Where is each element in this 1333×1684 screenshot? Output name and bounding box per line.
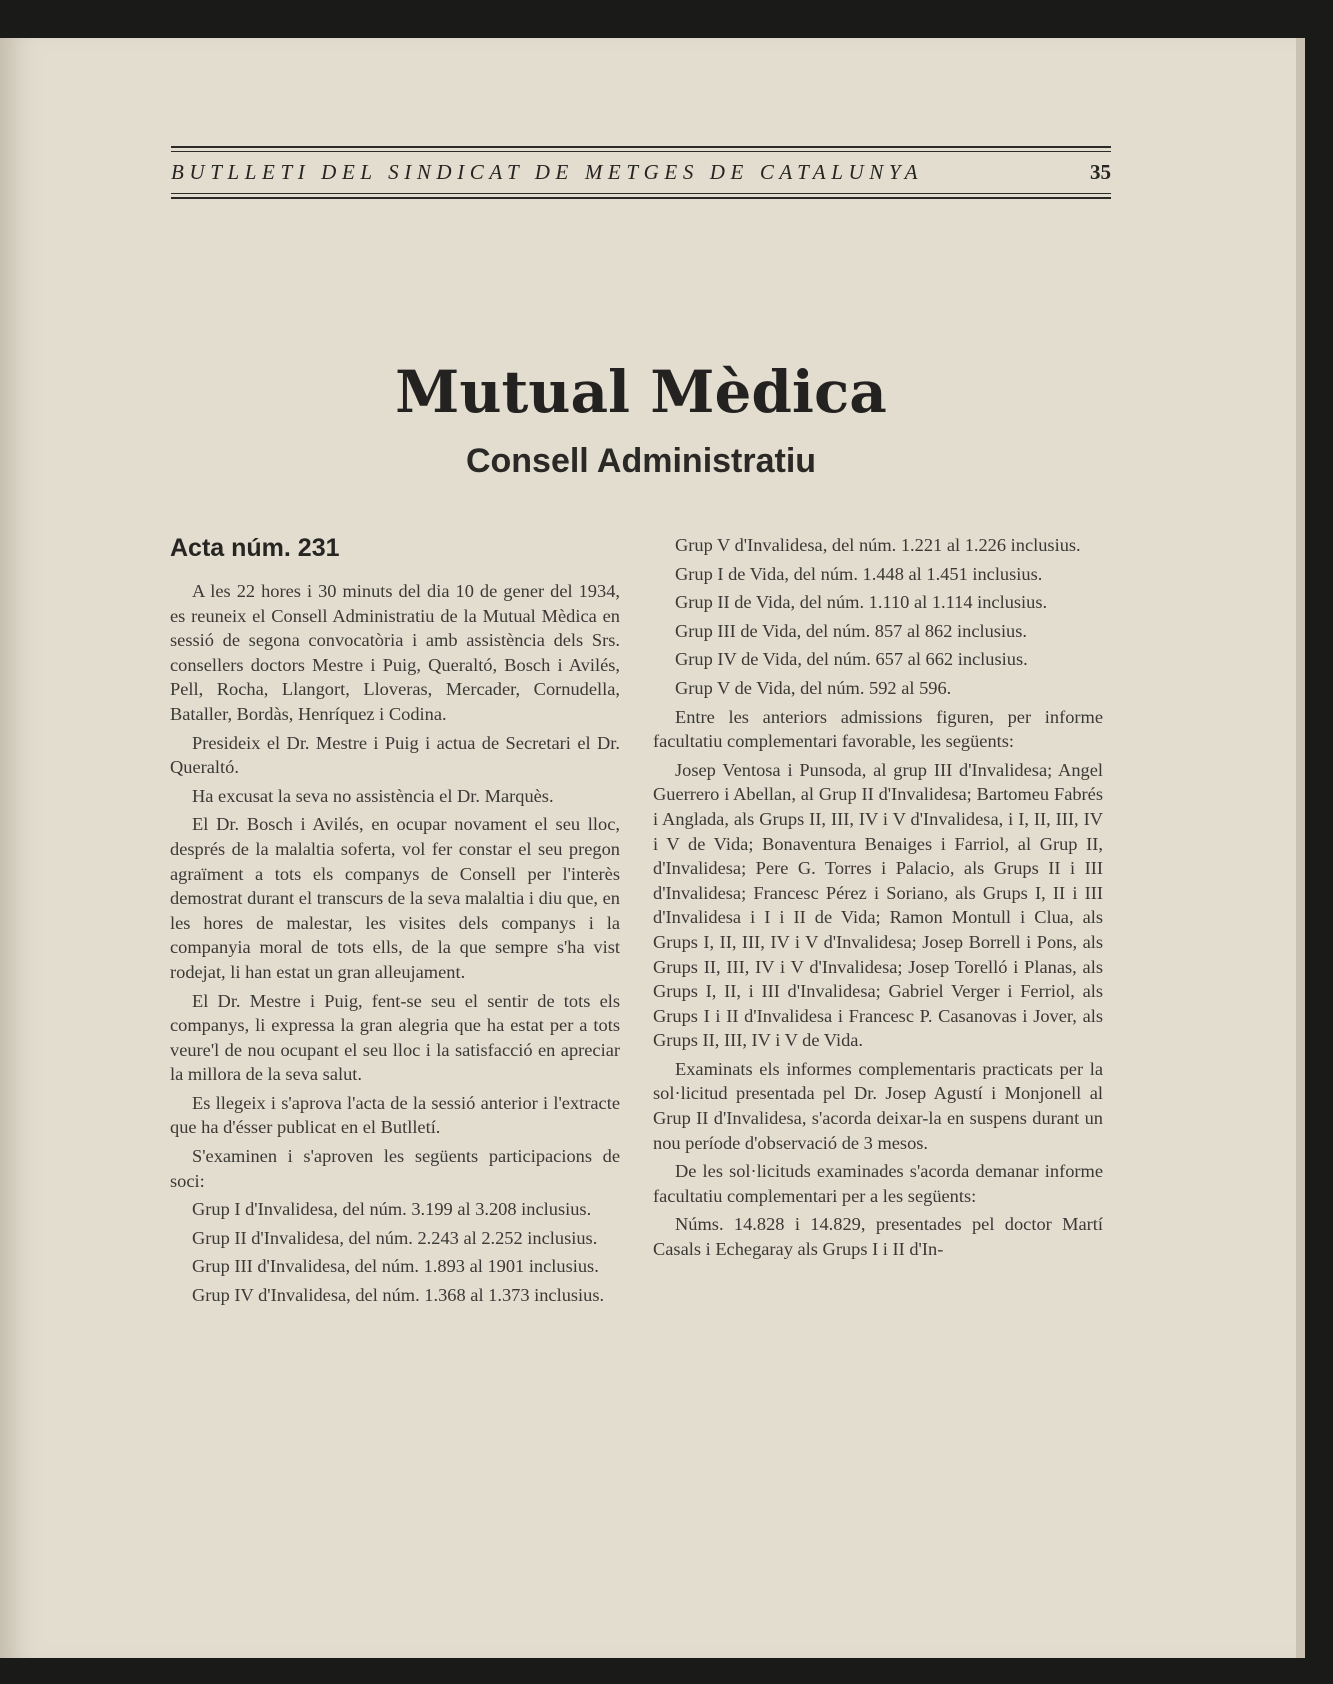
paragraph: Grup I d'Invalidesa, del núm. 3.199 al 3.208 inclusius. [192,1199,592,1220]
header-rule-top-2 [171,151,1111,152]
article-title: Mutual Mèdica [395,358,887,426]
paragraph: Grup IV d'Invalidesa, del núm. 1.368 al 1.373 inclusius. [192,1285,605,1306]
paragraph: Examinats els informes complementaris practicats per la sol·licitud presentada pel Dr. Josep Agustí i Monjonell al Grup II d'Invalidesa, s'acorda deixar-la en suspens durant un nou període d'observació de 3 mesos. [653,1058,1103,1153]
paragraph: Grup I de Vida, del núm. 1.448 al 1.451 inclusius. [675,563,1043,584]
paragraph: Josep Ventosa i Punsoda, al grup III d'Invalidesa; Angel Guerrero i Abellan, al Grup II d'Invalidesa; Bartomeu Fabrés i Anglada, als Grups II, III, IV i V d'Invalidesa, i I, II, III, IV i V de Vida; Bonaventura Benaiges i Farriol, al Grup II, d'Invalidesa; Pere G. Torres i Palacio, als Grups II i III d'Invalidesa; Francesc Pérez i Soriano, als Grups I, II i III d'Invalidesa i I i II de Vida; Ramon Montull i Clua, als Grups I, II, III, IV i V d'Invalidesa; Josep Borrell i Pons, als Grups II, III, IV i V d'Invalidesa; Josep Torelló i Planas, als Grups I, II, i III d'Invalidesa; Gabriel Verger i Ferriol, als Grups I i II d'Invalidesa i Francesc P. Casanovas i Jover, als Grups II, III, IV i V de Vida. [653,759,1103,1051]
running-head [171,160,1111,188]
running-title: BUTLLETI DEL SINDICAT DE METGES DE CATALUNYA [171,160,924,184]
paragraph: S'examinen i s'aproven les següents participacions de soci: [170,1146,620,1191]
paragraph: Grup III d'Invalidesa, del núm. 1.893 al 1901 inclusius. [192,1256,599,1277]
header-rule-bottom-2 [171,197,1111,199]
paragraph: A les 22 hores i 30 minuts del dia 10 de gener del 1934, es reuneix el Consell Administratiu de la Mutual Mèdica en sessió de segona convocatòria i amb assistència dels Srs. consellers doctors Mestre i Puig, Queraltó, Bosch i Avilés, Pell, Rocha, Llangort, Lloveras, Mercader, Cornudella, Bataller, Bordàs, Henríquez i Codina. [170,581,620,724]
paragraph: Grup V de Vida, del núm. 592 al 596. [675,677,952,698]
paragraph: Grup II de Vida, del núm. 1.110 al 1.114 inclusius. [675,592,1048,613]
page-number: 35 [1090,160,1111,184]
paragraph: Es llegeix i s'aprova l'acta de la sessió anterior i l'extracte que ha d'ésser publicat en el Butlletí. [170,1092,620,1138]
paragraph: Presideix el Dr. Mestre i Puig i actua de Secretari el Dr. Queraltó. [170,732,620,778]
paragraph: El Dr. Bosch i Avilés, en ocupar novament el seu lloc, després de la malaltia soferta, vol fer constar el seu pregon agraïment a tots els companys de Consell per l'interès demostrat durant el transcurs de la seva malaltia i diu que, en les hores de malestar, les visites dels companys i la companyia moral de tots ells, de la que sempre s'ha vist rodejat, li han estat un gran alleujament. [170,814,620,982]
paragraph: Grup V d'Invalidesa, del núm. 1.221 al 1.226 inclusius. [675,535,1081,555]
paragraph: De les sol·licituds examinades s'acorda demanar informe facultatiu complementari per a les següents: [653,1161,1103,1206]
paragraph: Ha excusat la seva no assistència el Dr. Marquès. [192,785,554,806]
header-rule-bottom-1 [171,193,1111,194]
left-column [170,579,620,1312]
paragraph: El Dr. Mestre i Puig, fent-se seu el sentir de tots els companys, li expressa la gran alegria que ha estat per a tots veure'l de nou ocupant el seu lloc i la satisfacció en apreciar la millora de la seva salut. [170,990,620,1085]
right-column [653,533,1103,1266]
article-subtitle: Consell Administratiu [465,442,817,480]
paragraph: Grup III de Vida, del núm. 857 al 862 inclusius. [675,620,1028,641]
section-heading: Acta núm. 231 [170,534,340,562]
paragraph: Entre les anteriors admissions figuren, per informe facultatiu complementari favorable, les següents: [653,706,1103,752]
header-rule-top-1 [171,146,1111,148]
page-edge [1296,38,1305,1658]
paragraph: Núms. 14.828 i 14.829, presentades pel doctor Martí Casals i Echegaray als Grups I i II d'In- [653,1214,1103,1260]
paragraph: Grup IV de Vida, del núm. 657 al 662 inclusius. [675,649,1028,670]
paragraph: Grup II d'Invalidesa, del núm. 2.243 al 2.252 inclusius. [192,1227,598,1248]
